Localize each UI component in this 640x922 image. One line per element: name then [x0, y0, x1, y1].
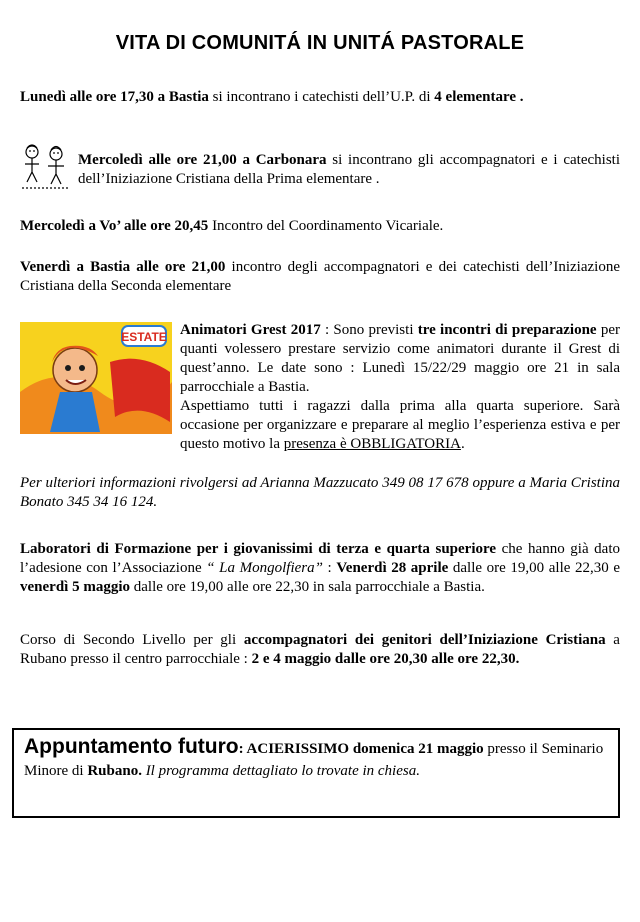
grest-text-1: : Sono previsti: [320, 322, 418, 338]
laboratori-text-3: dalle ore 19,00 alle 22,30 e: [448, 560, 620, 576]
notice-corso: [20, 631, 620, 669]
appuntamento-colon: :: [238, 741, 247, 757]
notice-venerdi-when: Venerdì a Bastia alle ore 21,00: [20, 259, 226, 275]
grest-text-4: .: [460, 436, 465, 452]
notice-mercoledi-vo: [20, 217, 620, 236]
appuntamento-note: Il programma dettagliato lo trovate in chiesa.: [141, 763, 420, 779]
corso-text-1: Corso di Secondo Livello per gli: [20, 632, 244, 648]
notice-mercoledi-when: Mercoledì alle ore 21,00 a Carbonara: [78, 152, 327, 168]
notice-lunedi-text: si incontrano i catechisti dell’U.P. di: [208, 89, 435, 105]
notice-laboratori: [20, 540, 620, 597]
appuntamento-text: presso il Seminario Minore di: [24, 741, 604, 779]
notice-vo-text: Incontro del Coordinamento Vicariale.: [208, 218, 444, 234]
corso-text-2: a Rubano presso il centro parrocchiale :: [20, 632, 620, 667]
laboratori-text-4: dalle ore 19,00 alle ore 22,30 in sala parrocchiale a Bastia.: [130, 579, 485, 595]
appuntamento-label: Appuntamento futuro: [24, 735, 239, 758]
appuntamento-box: [12, 728, 620, 818]
grest-title: Animatori Grest 2017: [180, 322, 321, 338]
page-title: VITA DI COMUNITÁ IN UNITÁ PASTORALE: [115, 32, 525, 54]
notice-mercoledi-carbonara: [78, 151, 620, 189]
laboratori-association: “ La Mongolfiera”: [206, 560, 323, 576]
notice-venerdi-text: incontro degli accompagnatori e dei catechisti dell’Iniziazione Cristiana della Seconda elementare: [20, 259, 620, 294]
corso-dates: 2 e 4 maggio dalle ore 20,30 alle ore 22,30.: [251, 651, 520, 667]
grest-text-2: per quanti volessero prestare servizio come animatori durante il Grest di quest’anno. Le date sono :: [180, 322, 620, 376]
grest-mandatory: presenza è OBBLIGATORIA: [283, 436, 461, 452]
grest-contacts: Per ulteriori informazioni rivolgersi ad Arianna Mazzucato 349 08 17 678 oppure a Maria Cristina Bonato 345 34 16 124.: [20, 475, 620, 510]
notice-grest-continued: [20, 397, 620, 454]
laboratori-text-1: che hanno già dato l’adesione con l’Associazione: [20, 541, 621, 576]
notice-lunedi-when: Lunedì alle ore 17,30 a Bastia: [20, 89, 209, 105]
grest-logo-text: ESTATE: [121, 330, 167, 344]
laboratori-title: Laboratori di Formazione per i giovanissimi di terza e quarta superiore: [20, 541, 497, 557]
grest-continuation-pad: [180, 397, 620, 454]
grest-text-3: Aspettiamo tutti i ragazzi dalla prima alla quarta superiore. Sarà occasione per organizzare e preparare al meglio l’esperienza estiva e per questo motivo la: [180, 398, 620, 452]
notice-lunedi: [20, 88, 620, 107]
laboratori-text-2: :: [322, 560, 337, 576]
notice-vo-when: Mercoledì a Vo’ alle ore 20,45: [20, 218, 209, 234]
laboratori-date-2: venerdì 5 maggio: [20, 579, 130, 595]
notice-venerdi: [20, 258, 620, 296]
corso-target: accompagnatori dei genitori dell’Iniziazione Cristiana: [243, 632, 606, 648]
appuntamento-place: Rubano.: [87, 763, 142, 779]
grest-meetings: tre incontri di preparazione: [417, 322, 597, 338]
notice-lunedi-class: 4 elementare .: [434, 89, 524, 105]
grest-dates: Lunedì 15/22/29 maggio ore 21 in sala parrocchiale a Bastia.: [180, 360, 620, 395]
notice-grest: [180, 321, 620, 397]
children-clipart-icon: [20, 142, 72, 192]
appuntamento-event: ACIERISSIMO domenica 21 maggio: [246, 741, 484, 757]
notice-mercoledi-text: si incontrano gli accompagnatori e i catechisti dell’Iniziazione Cristiana della Prima elementare .: [78, 152, 620, 187]
laboratori-date-1: Venerdì 28 aprile: [336, 560, 449, 576]
